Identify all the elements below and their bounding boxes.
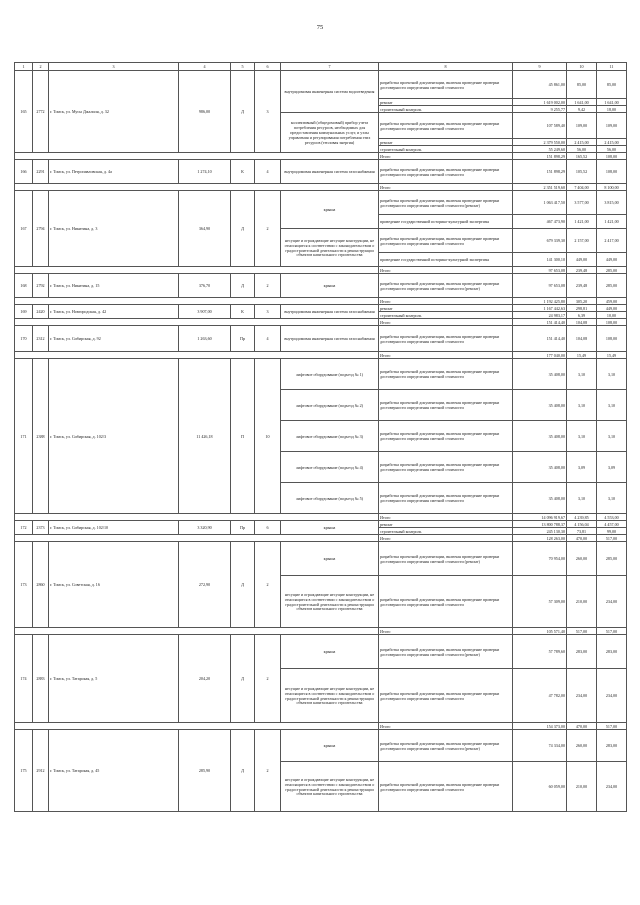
cost: 13 800 788,37 — [513, 521, 567, 528]
address: г. Томск, ул. Татарская, д. 45 — [49, 730, 179, 812]
wall-material: Д — [231, 730, 255, 812]
address: г. Томск, ул. Сибирская, д. 102/3 — [49, 359, 179, 514]
max-cost: 1 421,00 — [597, 215, 627, 229]
address: г. Томск, ул. Новгородская, д. 42 — [49, 305, 179, 319]
max-cost: 449,00 — [597, 305, 627, 312]
house-id: 2772 — [33, 71, 49, 153]
cost: 1 167 442,63 — [513, 305, 567, 312]
house-id: 2420 — [33, 305, 49, 319]
unit-cost: 3,10 — [567, 359, 597, 390]
work-type: разработка проектной документации, включая проведение проверки достоверности определения сметной стоимости — [379, 71, 513, 99]
max-cost: 285,00 — [597, 267, 627, 274]
col-header: 9 — [513, 63, 567, 71]
floors: 2 — [255, 191, 281, 267]
cost: 2 351 519,60 — [513, 184, 567, 191]
max-cost: 449,00 — [597, 253, 627, 267]
cost: 128 263,00 — [513, 535, 567, 542]
cost: 1 619 002,00 — [513, 99, 567, 106]
max-cost: 108,00 — [597, 160, 627, 184]
system: крыша — [281, 274, 379, 298]
cost: 35 408,00 — [513, 421, 567, 452]
area: 1 263,60 — [179, 326, 231, 352]
max-cost: 3,10 — [597, 359, 627, 390]
cost: 70 954,00 — [513, 542, 567, 576]
system: внутридомовая инженерная система газоснабжения — [281, 160, 379, 184]
area: 3 320,90 — [179, 521, 231, 535]
unit-cost: 449,00 — [567, 253, 597, 267]
total-label: Итого — [379, 184, 513, 191]
page-number: 75 — [316, 24, 324, 31]
work-type: ремонт — [379, 139, 513, 146]
total-label: Итого — [379, 628, 513, 635]
col-header: 2 — [33, 63, 49, 71]
cost: 151 898,29 — [513, 160, 567, 184]
floors: 3 — [255, 305, 281, 319]
area: 1 274,10 — [179, 160, 231, 184]
table-row — [15, 191, 627, 215]
house-id: 2388 — [33, 359, 49, 514]
house-id: 2794 — [33, 191, 49, 267]
cost: 57 789,60 — [513, 635, 567, 669]
system: лифтовое оборудование (подъезд № 1) — [281, 359, 379, 390]
system: крыша — [281, 542, 379, 576]
unit-cost: 470,00 — [567, 535, 597, 542]
work-type: разработка проектной документации, включая проведение проверки достоверности определения сметной стоимости — [379, 160, 513, 184]
work-type: разработка проектной документации, включая проведение проверки достоверности определения сметной стоимости — [379, 326, 513, 352]
unit-cost: 260,00 — [567, 542, 597, 576]
total-label: Итого — [379, 319, 513, 326]
system: крыша — [281, 635, 379, 669]
area: 3 907,00 — [179, 305, 231, 319]
cost: 74 334,00 — [513, 730, 567, 762]
max-cost: 234,00 — [597, 669, 627, 723]
max-cost: 108,00 — [597, 326, 627, 352]
address: г. Томск, ул. Никитина, д. 3 — [49, 191, 179, 267]
cost: 47 782,00 — [513, 669, 567, 723]
max-cost: 4 457,00 — [597, 521, 627, 528]
system: лифтовое оборудование (подъезд № 3) — [281, 421, 379, 452]
area: 285,90 — [179, 730, 231, 812]
work-type: разработка проектной документации, включая проведение проверки достоверности определения сметной стоимости (ремонт) — [379, 730, 513, 762]
cost: 1 192 425,80 — [513, 298, 567, 305]
cost: 24 983,17 — [513, 312, 567, 319]
system: внутридомовая инженерная система газоснабжения — [281, 305, 379, 319]
wall-material: Д — [231, 274, 255, 298]
total-row — [15, 153, 627, 160]
area: 986,00 — [179, 71, 231, 153]
table-row — [15, 635, 627, 669]
total-row — [15, 535, 627, 542]
row-number: 171 — [15, 359, 33, 514]
row-number: 165 — [15, 71, 33, 153]
col-header: 3 — [49, 63, 179, 71]
house-id: 2860 — [33, 542, 49, 628]
max-cost: 283,00 — [597, 635, 627, 669]
max-cost: 285,00 — [597, 274, 627, 298]
work-type: разработка проектной документации, включая проведение проверки достоверности определения сметной стоимости — [379, 390, 513, 421]
total-label: Итого — [379, 352, 513, 359]
unit-cost: 104,08 — [567, 326, 597, 352]
total-label: Итого — [379, 535, 513, 542]
area: 364,90 — [179, 191, 231, 267]
unit-cost: 1 641,00 — [567, 99, 597, 106]
unit-cost: 3,09 — [567, 452, 597, 483]
max-cost: 18,00 — [597, 106, 627, 113]
wall-material: Пр — [231, 521, 255, 535]
unit-cost: 3,10 — [567, 483, 597, 514]
work-type: разработка проектной документации, включая проведение проверки достоверности определения сметной стоимости — [379, 762, 513, 812]
work-type: проведение государственной историко-культурной экспертизы — [379, 215, 513, 229]
max-cost: 1 641,00 — [597, 99, 627, 106]
row-number: 166 — [15, 160, 33, 184]
table-row — [15, 71, 627, 99]
unit-cost: 298,81 — [567, 305, 597, 312]
max-cost: 3 815,00 — [597, 191, 627, 215]
work-type: ремонт — [379, 305, 513, 312]
floors: 2 — [255, 635, 281, 723]
row-number: 172 — [15, 521, 33, 535]
max-cost: 283,00 — [597, 730, 627, 762]
unit-cost: 165,52 — [567, 153, 597, 160]
cost: 679 339,30 — [513, 229, 567, 253]
cost: 151 414,40 — [513, 319, 567, 326]
unit-cost: 210,00 — [567, 762, 597, 812]
cost: 1 063 417,50 — [513, 191, 567, 215]
unit-cost: 3,10 — [567, 390, 597, 421]
cost: 45 861,00 — [513, 71, 567, 99]
max-cost: 4 553,00 — [597, 514, 627, 521]
max-cost: 99,00 — [597, 528, 627, 535]
wall-material: Д — [231, 191, 255, 267]
work-type: разработка проектной документации, включая проведение проверки достоверности определения сметной стоимости — [379, 669, 513, 723]
max-cost: 109,00 — [597, 113, 627, 139]
floors: 2 — [255, 730, 281, 812]
cost: 35 408,00 — [513, 483, 567, 514]
cost: 467 473,90 — [513, 215, 567, 229]
unit-cost: 260,00 — [567, 730, 597, 762]
table-row — [15, 542, 627, 576]
work-type: разработка проектной документации, включая проведение проверки достоверности определения сметной стоимости (ремонт) — [379, 274, 513, 298]
cost: 9 255,77 — [513, 106, 567, 113]
max-cost: 3,09 — [597, 452, 627, 483]
max-cost: 2 417,00 — [597, 229, 627, 253]
max-cost: 56,00 — [597, 146, 627, 153]
col-header: 5 — [231, 63, 255, 71]
house-id: 2883 — [33, 635, 49, 723]
unit-cost: 305,20 — [567, 298, 597, 305]
max-cost: 3,10 — [597, 390, 627, 421]
unit-cost: 104,08 — [567, 319, 597, 326]
unit-cost: 283,00 — [567, 635, 597, 669]
floors: 3 — [255, 71, 281, 153]
work-type: разработка проектной документации, включая проведение проверки достоверности определения сметной стоимости (ремонт) — [379, 542, 513, 576]
unit-cost: 56,00 — [567, 146, 597, 153]
address: г. Томск, ул. Советская, д. 16 — [49, 542, 179, 628]
unit-cost: 6,39 — [567, 312, 597, 319]
work-type: ремонт — [379, 99, 513, 106]
table-row — [15, 274, 627, 298]
table-row — [15, 305, 627, 312]
cost: 107 589,40 — [513, 113, 567, 139]
column-number-row — [15, 63, 627, 71]
total-label: Итого — [379, 723, 513, 730]
house-id: 2792 — [33, 274, 49, 298]
cost: 57 309,00 — [513, 576, 567, 628]
work-type: строительный контроль — [379, 312, 513, 319]
system: крыша — [281, 521, 379, 535]
system: внутридомовая инженерная система газоснабжения — [281, 326, 379, 352]
system: несущие и ограждающие несущие конструкции, не относящиеся в соответствии с законодательством о градостроительной деятельности к реконструкции объектов капитального строительства — [281, 669, 379, 723]
total-row — [15, 514, 627, 521]
house-id: 2291 — [33, 160, 49, 184]
cost: 35 408,00 — [513, 359, 567, 390]
floors: 4 — [255, 326, 281, 352]
unit-cost: 517,00 — [567, 628, 597, 635]
unit-cost: 1 421,00 — [567, 215, 597, 229]
total-row — [15, 184, 627, 191]
wall-material: К — [231, 305, 255, 319]
address: г. Томск, ул. Петропавловская, д. 4а — [49, 160, 179, 184]
cost: 177 040,00 — [513, 352, 567, 359]
work-type: ремонт — [379, 521, 513, 528]
total-row — [15, 352, 627, 359]
work-type: строительный контроль — [379, 106, 513, 113]
max-cost: 517,00 — [597, 723, 627, 730]
max-cost: 108,00 — [597, 153, 627, 160]
work-type: разработка проектной документации, включая проведение проверки достоверности определения сметной стоимости — [379, 421, 513, 452]
unit-cost: 9,42 — [567, 106, 597, 113]
max-cost: 517,00 — [597, 535, 627, 542]
floors: 2 — [255, 274, 281, 298]
table-row — [15, 730, 627, 762]
capital-repair-table — [14, 62, 627, 812]
unit-cost: 73,81 — [567, 528, 597, 535]
row-number: 169 — [15, 305, 33, 319]
col-header: 10 — [567, 63, 597, 71]
work-type: строительный контроль — [379, 146, 513, 153]
address: г. Томск, ул. Татарская, д. 5 — [49, 635, 179, 723]
area: 272,90 — [179, 542, 231, 628]
system: лифтовое оборудование (подъезд № 4) — [281, 452, 379, 483]
area: 204,20 — [179, 635, 231, 723]
max-cost: 3,10 — [597, 421, 627, 452]
unit-cost: 234,00 — [567, 669, 597, 723]
wall-material: К — [231, 160, 255, 184]
cost: 2 379 550,00 — [513, 139, 567, 146]
cost: 141 300,10 — [513, 253, 567, 267]
system: коллективный (общедомовый) прибор учета потребления ресурсов, необходимых для предоставления коммунальных услуг, и узлы управления и регулирования потребления этих ресурсов (тепловая энергия) — [281, 113, 379, 153]
cost: 151 414,40 — [513, 326, 567, 352]
work-type: разработка проектной документации, включая проведение проверки достоверности определения сметной стоимости — [379, 576, 513, 628]
col-header: 1 — [15, 63, 33, 71]
cost: 245 130,30 — [513, 528, 567, 535]
row-number: 174 — [15, 635, 33, 723]
system: несущие и ограждающие несущие конструкции, не относящиеся к соответствии с законодательством о градостроительной деятельности к реконструкции объектов капитального строительства — [281, 229, 379, 267]
work-type: разработка проектной документации, включая проведение проверки достоверности определения сметной стоимости — [379, 113, 513, 139]
unit-cost: 470,00 — [567, 723, 597, 730]
work-type: проведение государственной историко-культурной экспертизы — [379, 253, 513, 267]
max-cost: 85,00 — [597, 71, 627, 99]
cost: 151 898,29 — [513, 153, 567, 160]
unit-cost: 239,48 — [567, 267, 597, 274]
system: внутридомовая инженерная система водоотведения — [281, 71, 379, 113]
unit-cost: 4 239,85 — [567, 514, 597, 521]
max-cost: 234,00 — [597, 576, 627, 628]
total-row — [15, 723, 627, 730]
unit-cost: 85,00 — [567, 71, 597, 99]
max-cost: 234,00 — [597, 762, 627, 812]
cost: 35 408,00 — [513, 390, 567, 421]
row-number: 170 — [15, 326, 33, 352]
max-cost: 3,10 — [597, 483, 627, 514]
work-type: разработка проектной документации, включая проведение проверки достоверности определения сметной стоимости — [379, 359, 513, 390]
area: 11 426,18 — [179, 359, 231, 514]
row-number: 175 — [15, 730, 33, 812]
cost: 55 249,60 — [513, 146, 567, 153]
floors: 10 — [255, 359, 281, 514]
max-cost: 8 100,00 — [597, 184, 627, 191]
total-row — [15, 628, 627, 635]
system: лифтовое оборудование (подъезд № 5) — [281, 483, 379, 514]
unit-cost: 15,49 — [567, 352, 597, 359]
cost: 154 373,00 — [513, 723, 567, 730]
system: крыша — [281, 191, 379, 229]
cost: 35 408,00 — [513, 452, 567, 483]
max-cost: 285,00 — [597, 542, 627, 576]
wall-material: Д — [231, 71, 255, 153]
max-cost: 15,49 — [597, 352, 627, 359]
floors: 6 — [255, 521, 281, 535]
cost: 60 059,00 — [513, 762, 567, 812]
total-label: Итого — [379, 153, 513, 160]
unit-cost: 239,48 — [567, 274, 597, 298]
work-type: разработка проектной документации, включая проведение проверки достоверности определения сметной стоимости — [379, 229, 513, 253]
wall-material: Д — [231, 542, 255, 628]
house-id: 2312 — [33, 326, 49, 352]
address: г. Томск, ул. Мусы Джалиля, д. 32 — [49, 71, 179, 153]
unit-cost: 105,52 — [567, 160, 597, 184]
area: 376,70 — [179, 274, 231, 298]
unit-cost: 109,00 — [567, 113, 597, 139]
system: несущие и ограждающие несущие конструкции, не относящиеся в соответствии с законодательством о градостроительной деятельности к реконструкции объектов капитального строительства — [281, 762, 379, 812]
col-header: 7 — [281, 63, 379, 71]
max-cost: 459,00 — [597, 298, 627, 305]
total-row — [15, 267, 627, 274]
cost: 97 653,08 — [513, 267, 567, 274]
floors: 2 — [255, 542, 281, 628]
wall-material: П — [231, 359, 255, 514]
total-row — [15, 298, 627, 305]
system: крыша — [281, 730, 379, 762]
table-row — [15, 521, 627, 528]
unit-cost: 7 404,00 — [567, 184, 597, 191]
address: г. Томск, ул. Сибирская, д. 102/10 — [49, 521, 179, 535]
max-cost: 10,00 — [597, 312, 627, 319]
cost: 97 653,08 — [513, 274, 567, 298]
max-cost: 108,00 — [597, 319, 627, 326]
total-row — [15, 319, 627, 326]
unit-cost: 3 577,00 — [567, 191, 597, 215]
work-type: разработка проектной документации, включая проведение проверки достоверности определения сметной стоимости (ремонт) — [379, 191, 513, 215]
address: г. Томск, ул. Никитина, д. 15 — [49, 274, 179, 298]
table-row — [15, 160, 627, 184]
work-type: разработка проектной документации, включая проведение проверки достоверности определения сметной стоимости — [379, 483, 513, 514]
col-header: 11 — [597, 63, 627, 71]
unit-cost: 210,00 — [567, 576, 597, 628]
total-label: Итого — [379, 514, 513, 521]
floors: 4 — [255, 160, 281, 184]
unit-cost: 3,10 — [567, 421, 597, 452]
max-cost: 517,00 — [597, 628, 627, 635]
work-type: строительный контроль — [379, 528, 513, 535]
address: г. Томск, ул. Сибирская, д. 92 — [49, 326, 179, 352]
house-id: 2912 — [33, 730, 49, 812]
unit-cost: 2 415,00 — [567, 139, 597, 146]
system: несущие и ограждающие несущие конструкции, не относящиеся в соответствии с законодательством о градостроительной деятельности к реконструкции объектов капитального строительства — [281, 576, 379, 628]
unit-cost: 2 157,00 — [567, 229, 597, 253]
col-header: 8 — [379, 63, 513, 71]
wall-material: Д — [231, 635, 255, 723]
unit-cost: 4 156,04 — [567, 521, 597, 528]
row-number: 168 — [15, 274, 33, 298]
total-label: Итого — [379, 267, 513, 274]
table-row — [15, 359, 627, 390]
col-header: 6 — [255, 63, 281, 71]
cost: 14 096 919,67 — [513, 514, 567, 521]
work-type: разработка проектной документации, включая проведение проверки достоверности определения сметной стоимости — [379, 452, 513, 483]
cost: 105 571,40 — [513, 628, 567, 635]
col-header: 4 — [179, 63, 231, 71]
total-label: Итого — [379, 298, 513, 305]
table-row — [15, 326, 627, 352]
row-number: 167 — [15, 191, 33, 267]
work-type: разработка проектной документации, включая проведение проверки достоверности определения сметной стоимости (ремонт) — [379, 635, 513, 669]
row-number: 173 — [15, 542, 33, 628]
house-id: 2373 — [33, 521, 49, 535]
system: лифтовое оборудование (подъезд № 2) — [281, 390, 379, 421]
max-cost: 2 415,00 — [597, 139, 627, 146]
wall-material: Пр — [231, 326, 255, 352]
